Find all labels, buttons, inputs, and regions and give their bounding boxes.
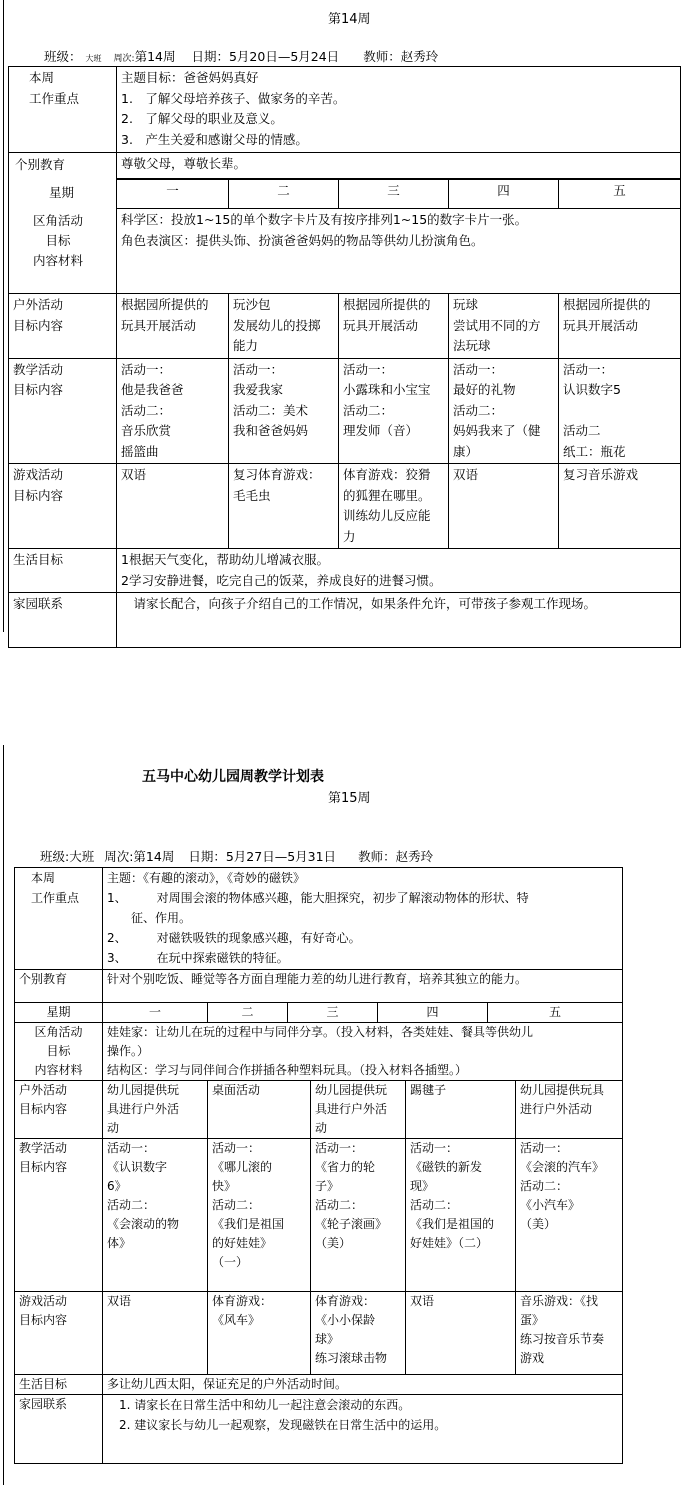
game-cell: 复习体育游戏： 毛毛虫 — [233, 467, 321, 503]
game-cell: 双语 — [410, 1294, 435, 1308]
outdoor-cell: 根据园所提供的 玩具开展活动 — [343, 297, 431, 333]
game-cell: 双语 — [453, 467, 479, 482]
focus-content: 主题：《有趣的滚动》，《奇妙的磁铁》 1、 对周围会滚的物体感兴趣，能大胆探究，初步了解滚动物体的形状、特 征、作用。 2、 对磁铁吸铁的现象感兴趣，有好奇心。 3、 在玩中探索磁铁的特征。 — [107, 871, 529, 965]
day-header: 二 — [241, 1005, 254, 1019]
table-row — [9, 358, 681, 464]
table-row — [15, 1292, 623, 1375]
focus-label: 本周 工作重点 — [29, 70, 80, 106]
table-row — [15, 1375, 623, 1395]
outdoor-cell: 幼儿园提供玩 具进行户外活 动 — [107, 1083, 180, 1135]
corner-label: 区角活动 目标 内容材料 — [33, 213, 84, 268]
page-margin-line — [3, 745, 4, 1485]
week-no-label: 周次: — [113, 54, 135, 64]
teacher: 教师：赵秀玲 — [363, 49, 439, 64]
table-row — [9, 464, 681, 549]
life-label: 生活目标 — [19, 1377, 68, 1391]
game-cell: 体育游戏： 《风车》 — [212, 1294, 273, 1327]
week-no: 第14周 — [134, 49, 176, 64]
game-label: 游戏活动 目标内容 — [19, 1294, 68, 1327]
life-label: 生活目标 — [13, 552, 64, 567]
day-header: 一 — [148, 1005, 161, 1019]
outdoor-label: 户外活动 目标内容 — [19, 1083, 68, 1116]
teaching-cell: 活动一： 他是我爸爸 活动二： 音乐欣赏 摇篮曲 — [121, 361, 184, 459]
table-row — [15, 1395, 623, 1464]
life-content: 多让幼儿西太阳，保证充足的户外活动时间。 — [107, 1377, 348, 1391]
home-content: 1. 请家长在日常生活中和幼儿一起注意会滚动的东西。 2. 建议家长与幼儿一起观察，发现磁铁在日常生活中的运用。 — [119, 1398, 447, 1432]
game-label: 游戏活动 目标内容 — [13, 467, 64, 503]
outdoor-cell: 玩球 尝试用不同的方 法玩球 — [453, 297, 541, 353]
table-row — [9, 153, 681, 179]
outdoor-label: 户外活动 目标内容 — [13, 297, 64, 333]
week-title: 第14周 — [328, 12, 371, 27]
table-row — [15, 1003, 623, 1023]
individual-label: 个别教育 — [15, 157, 66, 172]
outdoor-cell: 踢毽子 — [410, 1083, 447, 1097]
day-header: 五 — [613, 182, 626, 198]
teacher: 教师：赵秀玲 — [358, 849, 434, 864]
focus-content: 主题目标：爸爸妈妈真好 1. 了解父母培养孩子、做家务的辛苦。 2. 了解父母的职业及意义。 3. 产生关爱和感谢父母的情感。 — [121, 70, 346, 147]
week-no: 周次:第14周 — [104, 849, 175, 864]
teaching-cell: 活动一： 我爱我家 活动二：美术 我和爸爸妈妈 — [233, 361, 309, 438]
focus-label: 本周 工作重点 — [31, 871, 80, 905]
corner-content: 娃娃家：让幼儿在玩的过程中与同伴分享。（投入材料，各类娃娃、餐具等供幼儿 操作。） 结构区：学习与同伴间合作拼插各种塑料玩具。（投入材料各插塑。） — [107, 1025, 534, 1077]
outdoor-cell: 桌面活动 — [212, 1083, 261, 1097]
week-title: 第15周 — [328, 791, 371, 806]
plan-info — [44, 47, 438, 65]
class: 班级:大班 — [40, 849, 95, 864]
date-range: 日期：5月27日—5月31日 — [188, 849, 337, 864]
individual-label: 个别教育 — [19, 972, 68, 986]
table-row — [9, 549, 681, 593]
life-content: 1根据天气变化，帮助幼儿增减衣服。 2学习安静进餐，吃完自己的饭菜，养成良好的进餐习惯。 — [121, 552, 442, 588]
plan-info — [40, 847, 433, 865]
school-title: 五马中心幼儿园周教学计划表 — [142, 769, 324, 785]
outdoor-cell: 根据园所提供的 玩具开展活动 — [563, 297, 651, 333]
outdoor-cell: 幼儿园提供玩具 进行户外活动 — [520, 1083, 605, 1116]
table-row — [9, 67, 681, 153]
table-row — [15, 868, 623, 970]
game-cell: 双语 — [107, 1294, 132, 1308]
teaching-cell: 活动一： 小露珠和小宝宝 活动二： 理发师（音） — [343, 361, 431, 438]
week14-plan-table — [8, 66, 681, 648]
week15-plan-table — [14, 867, 623, 1464]
table-row — [15, 1023, 623, 1081]
teaching-cell: 活动一： 最好的礼物 活动二： 妈妈我来了（健 康） — [453, 361, 541, 459]
teaching-cell: 活动一： 《磁铁的新发 现》 活动二： 《我们是祖国的 好娃娃》（二） — [410, 1141, 495, 1250]
day-header: 一 — [166, 182, 179, 198]
day-header: 四 — [497, 182, 510, 198]
table-row — [15, 1081, 623, 1139]
class-value: 大班 — [85, 54, 102, 63]
date-range: 日期：5月20日—5月24日 — [191, 49, 340, 64]
home-content: 请家长配合，向孩子介绍自己的工作情况，如果条件允许，可带孩子参观工作现场。 — [121, 596, 597, 611]
corner-label: 区角活动 目标 内容材料 — [34, 1025, 83, 1077]
teaching-cell: 活动一： 认识数字5 活动二 纸工：瓶花 — [563, 361, 626, 459]
game-cell: 体育游戏： 《小小保龄 球》 练习滚球击物 — [315, 1294, 388, 1365]
teaching-cell: 活动一： 《会滚的汽车》 活动二： 《小汽车》 （美） — [520, 1141, 605, 1231]
teaching-label: 教学活动 目标内容 — [13, 361, 64, 397]
day-header: 二 — [277, 182, 290, 198]
outdoor-cell: 玩沙包 发展幼儿的投掷 能力 — [233, 297, 321, 353]
game-cell: 双语 — [121, 467, 147, 482]
day-header: 五 — [549, 1005, 562, 1019]
teaching-label: 教学活动 目标内容 — [19, 1141, 68, 1174]
table-row — [15, 1139, 623, 1292]
corner-content: 科学区：投放1~15的单个数字卡片及有按序排列1~15的数字卡片一张。 角色表演区：提供头饰、扮演爸爸妈妈的物品等供幼儿扮演角色。 — [121, 212, 528, 248]
teaching-cell: 活动一： 《认识数字 6》 活动二： 《会滚动的物 体》 — [107, 1141, 180, 1250]
class-label: 班级： — [44, 49, 82, 64]
individual-content: 针对个别吃饭、睡觉等各方面自理能力差的幼儿进行教育，培养其独立的能力。 — [107, 972, 528, 986]
game-cell: 复习音乐游戏 — [563, 467, 639, 482]
teaching-cell: 活动一： 《省力的轮 子》 活动二： 《轮子滚画》 （美） — [315, 1141, 388, 1250]
home-label: 家园联系 — [13, 596, 64, 611]
table-row — [9, 593, 681, 648]
day-header: 三 — [387, 182, 400, 198]
teaching-cell: 活动一： 《哪儿滚的 快》 活动二： 《我们是祖国 的好娃娃》 （一） — [212, 1141, 285, 1269]
game-cell: 体育游戏：狡猾 的狐狸在哪里。 训练幼儿反应能 力 — [343, 467, 431, 544]
day-header: 三 — [326, 1005, 339, 1019]
table-row — [9, 294, 681, 359]
table-row — [15, 970, 623, 1003]
outdoor-cell: 幼儿园提供玩 具进行户外活 动 — [315, 1083, 388, 1135]
weekday-label: 星期 — [49, 185, 75, 200]
game-cell: 音乐游戏：《找 蛋》 练习按音乐节奏 游戏 — [520, 1294, 605, 1365]
outdoor-cell: 根据园所提供的 玩具开展活动 — [121, 297, 209, 333]
day-header: 四 — [426, 1005, 439, 1019]
weekday-label: 星期 — [46, 1005, 71, 1019]
home-label: 家园联系 — [19, 1397, 68, 1411]
individual-content: 尊敬父母，尊敬长辈。 — [121, 156, 247, 171]
page-margin-line — [3, 0, 4, 632]
